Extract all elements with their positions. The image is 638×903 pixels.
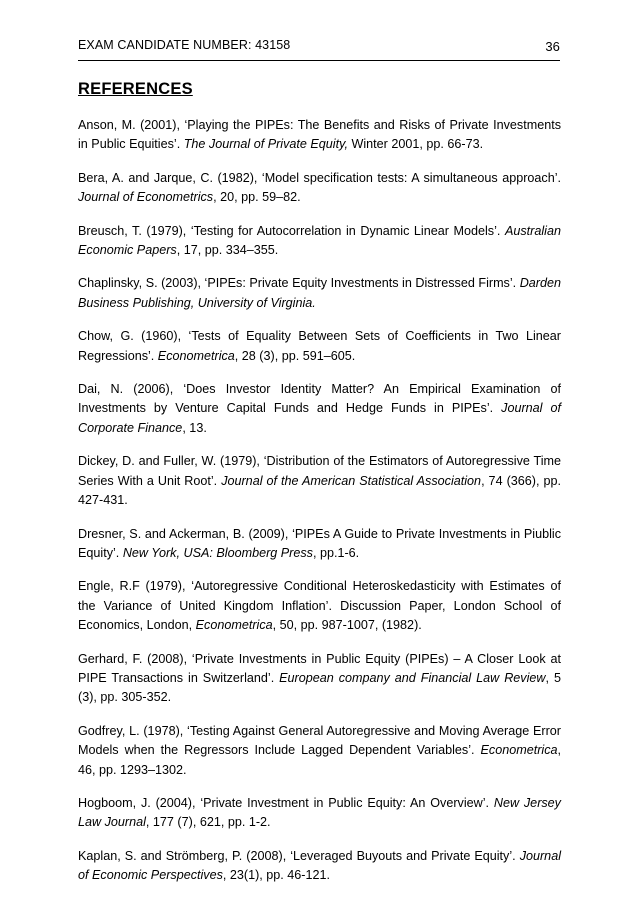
reference-item: Engle, R.F (1979), ‘Autoregressive Conditional Heteroskedasticity with Estimates of the Variance of United Kingdom Inflation’. Discussion Paper, London School of Economics, London, Econometrica, 50, pp. 987-1007, (1982). bbox=[78, 579, 561, 633]
reference-item: Godfrey, L. (1978), ‘Testing Against General Autoregressive and Moving Average Error Models when the Regressors Include Lagged Dependent Variables’. Econometrica, 46, pp. 1293–1302. bbox=[78, 723, 561, 777]
reference-item: Dai, N. (2006), ‘Does Investor Identity Matter? An Empirical Examination of Investments by Venture Capital Funds and Hedge Funds in PIPEs’. Journal of Corporate Finance, 13. bbox=[78, 382, 561, 435]
reference-item: Chaplinsky, S. (2003), ‘PIPEs: Private Equity Investments in Distressed Firms’. Darden Business Publishing, University of Virginia. bbox=[78, 276, 561, 310]
candidate-number: EXAM CANDIDATE NUMBER: 43158 bbox=[78, 38, 291, 52]
reference-item: Hogboom, J. (2004), ‘Private Investment in Public Equity: An Overview’. New Jersey Law Journal, 177 (7), 621, pp. 1-2. bbox=[78, 795, 561, 830]
reference-item: Bera, A. and Jarque, C. (1982), ‘Model specification tests: A simultaneous approach’. Journal of Econometrics, 20, pp. 59–82. bbox=[78, 170, 561, 205]
reference-item: Dresner, S. and Ackerman, B. (2009), ‘PIPEs A Guide to Private Investments in Piublic Equity’. New York, USA: Bloomberg Press, pp.1-6. bbox=[78, 526, 561, 560]
page-title: REFERENCES bbox=[78, 80, 193, 98]
reference-item: Dickey, D. and Fuller, W. (1979), ‘Distribution of the Estimators of Autoregressive Time Series With a Unit Root’. Journal of the American Statistical Association, 74 (366), pp. 427-431. bbox=[78, 454, 561, 508]
page-number: 36 bbox=[545, 39, 560, 54]
reference-item: Gerhard, F. (2008), ‘Private Investments in Public Equity (PIPEs) – A Closer Look at PIPE Transactions in Switzerland’. European company and Financial Law Review, 5 (3), pp. 305-352. bbox=[78, 651, 561, 705]
reference-item: Chow, G. (1960), ‘Tests of Equality Between Sets of Coefficients in Two Linear Regressions’. Econometrica, 28 (3), pp. 591–605. bbox=[78, 329, 561, 363]
page-header bbox=[78, 38, 560, 58]
reference-list bbox=[78, 116, 561, 900]
reference-item: Kaplan, S. and Strömberg, P. (2008), ‘Leveraged Buyouts and Private Equity’. Journal of Economic Perspectives, 23(1), pp. 46-121. bbox=[78, 848, 561, 883]
reference-item: Breusch, T. (1979), ‘Testing for Autocorrelation in Dynamic Linear Models’. Australian Economic Papers, 17, pp. 334–355. bbox=[78, 223, 561, 258]
header-rule bbox=[78, 60, 560, 61]
reference-item: Anson, M. (2001), ‘Playing the PIPEs: The Benefits and Risks of Private Investments in Public Equities’. The Journal of Private Equity, Winter 2001, pp. 66-73. bbox=[78, 118, 561, 152]
